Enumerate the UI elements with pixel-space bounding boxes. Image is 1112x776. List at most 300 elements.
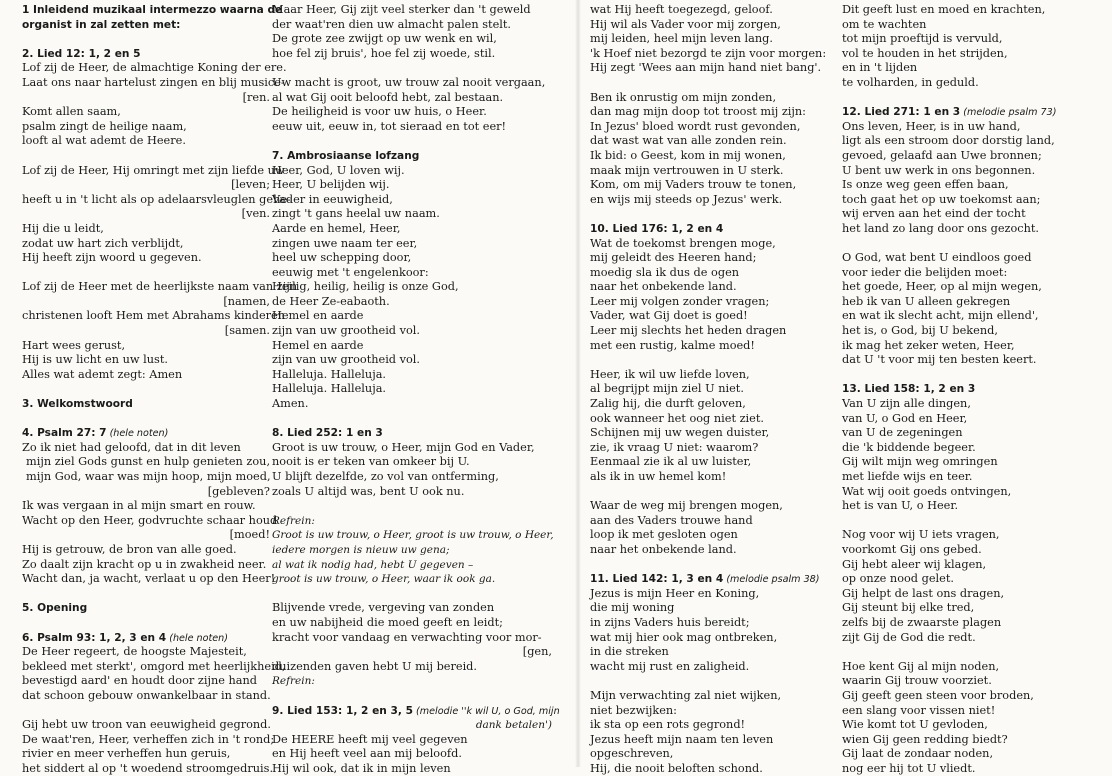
text-line	[22, 309, 286, 324]
line-text: [leven;	[231, 178, 270, 192]
line-text: [gen,	[522, 645, 552, 659]
line-text: Is onze weg geen effen baan,	[842, 178, 1009, 192]
line-text: Hij is uw licht en uw lust.	[22, 353, 168, 367]
line-text: bevestigd aard' en houdt door zijne hand	[22, 674, 258, 688]
text-line	[22, 163, 285, 179]
text-line	[590, 543, 830, 558]
line-text: De HEERE heeft mij veel gegeven	[272, 732, 468, 746]
text-line	[590, 382, 830, 397]
line-text: nooit is er teken van omkeer bij U.	[272, 455, 470, 469]
line-text: Gij hebt aleer wij klagen,	[842, 557, 987, 571]
text-line	[272, 470, 552, 485]
line-text: 8. Lied 252: 1 en 3	[272, 427, 383, 440]
text-line	[272, 295, 552, 310]
text-line	[22, 251, 270, 266]
blank-line	[272, 412, 552, 427]
text-line	[842, 61, 1098, 76]
line-text: dan mag mijn doop tot troost mij zijn:	[590, 105, 806, 119]
line-text: De grote zee zwijgt op uw wenk en wil,	[272, 32, 497, 46]
section-heading	[272, 149, 552, 164]
line-text: mijn ziel Gods gunst en hulp genieten zou,	[26, 455, 271, 469]
text-line	[590, 733, 830, 748]
text-line	[590, 412, 830, 427]
text-line	[590, 704, 830, 719]
text-line	[590, 178, 830, 193]
text-line	[590, 689, 830, 704]
text-line	[842, 470, 1098, 485]
blank-line	[22, 616, 270, 631]
blank-line	[272, 134, 552, 149]
text-line	[590, 237, 830, 252]
line-text: al wat ik nodig had, hebt U gegeven –	[272, 558, 474, 571]
line-text: Zalig hij, die durft geloven,	[590, 397, 746, 411]
line-text: Gij helpt de last ons dragen,	[842, 586, 1005, 600]
line-text: Heer, U belijden wij.	[272, 178, 390, 192]
text-line	[842, 616, 1098, 631]
line-text: voor ieder die belijden moet:	[842, 265, 1008, 279]
text-line	[272, 660, 552, 675]
line-text: het goede, Heer, op al mijn wegen,	[842, 280, 1042, 294]
line-text: 6. Psalm 93: 1, 2, 3 en 4	[22, 631, 167, 644]
text-line	[22, 689, 270, 704]
line-text: Leer mij slechts het heden dragen	[590, 324, 787, 338]
text-line	[842, 309, 1098, 324]
blank-line	[590, 485, 830, 500]
line-text: naar het onbekende land.	[590, 280, 737, 294]
line-text: Lof zij de Heer, Hij omringt met zijn liefde uw	[22, 163, 285, 177]
text-line	[22, 485, 270, 500]
text-line	[590, 3, 830, 18]
line-text: in zijns Vaders huis bereidt;	[590, 615, 750, 629]
text-line	[590, 120, 830, 135]
text-line	[590, 601, 830, 616]
line-text: U blijft dezelfde, zo vol van ontferming,	[272, 470, 499, 483]
text-line	[272, 193, 552, 208]
line-text: waarin Gij trouw voorziet.	[842, 674, 992, 688]
line-text: organist in zal zetten met:	[22, 18, 181, 31]
text-line	[842, 164, 1098, 179]
line-text: het land zo lang door ons gezocht.	[842, 221, 1040, 235]
line-text: van U de zegeningen	[842, 426, 963, 440]
text-line	[22, 499, 270, 514]
line-text: Gij hebt uw troon van eeuwigheid gegrond.	[22, 718, 271, 732]
text-line	[590, 47, 830, 62]
line-text: Wacht dan, ja wacht, verlaat u op den Heer!	[22, 572, 276, 586]
line-text: De heiligheid is voor uw huis, o Heer.	[272, 105, 487, 119]
line-text: Wat de toekomst brengen moge,	[590, 236, 776, 250]
text-line	[22, 75, 285, 91]
line-text: Hij wil ook, dat ik in mijn leven	[272, 761, 451, 775]
line-text: Jezus heeft mijn naam ten leven	[590, 732, 774, 746]
text-line	[590, 747, 830, 762]
section-heading	[22, 601, 270, 616]
line-text: vol te houden in het strijden,	[842, 46, 1008, 60]
line-text: christenen looft Hem met Abrahams kinderen	[22, 309, 286, 323]
line-text: Maar Heer, Gij zijt veel sterker dan 't geweld	[272, 3, 531, 16]
line-text: Ben ik onrustig om mijn zonden,	[590, 90, 777, 104]
text-line	[272, 762, 552, 776]
text-line	[272, 32, 552, 47]
text-line	[590, 616, 830, 631]
line-text: en in 't lijden	[842, 61, 918, 75]
line-text: Hij die u leidt,	[22, 221, 104, 235]
line-text: iedere morgen is nieuw uw gena;	[272, 543, 450, 556]
line-text: hoe fel zij bruis', hoe fel zij woede, stil.	[272, 46, 496, 60]
line-text: 1 Inleidend muzikaal intermezzo waarna de	[22, 4, 283, 16]
line-text: heeft u in 't licht als op adelaarsvleuglen gehe-	[22, 192, 291, 206]
line-text: In Jezus' bloed wordt rust gevonden,	[590, 119, 801, 133]
text-line	[842, 76, 1098, 91]
blank-line	[272, 499, 552, 514]
text-line	[842, 441, 1098, 456]
text-line	[842, 572, 1098, 587]
text-line	[22, 237, 270, 252]
line-text: die 'k biddende begeer.	[842, 440, 976, 454]
line-text: wien Gij geen redding biedt?	[842, 732, 1008, 746]
blank-line	[22, 382, 270, 397]
line-text: met liefde wijs en teer.	[842, 470, 973, 483]
line-text: als ik in uw hemel kom!	[590, 470, 727, 483]
text-line	[22, 134, 270, 149]
text-line	[842, 733, 1098, 748]
text-line	[842, 631, 1098, 646]
line-text: Hoe kent Gij al mijn noden,	[842, 659, 1000, 673]
text-line	[590, 251, 830, 266]
text-line	[272, 601, 552, 616]
melody-note: (hele noten)	[106, 428, 169, 440]
section-heading	[272, 426, 552, 441]
text-line	[22, 295, 270, 310]
blank-line	[842, 368, 1098, 383]
line-text: Schijnen mij uw wegen duister,	[590, 426, 770, 440]
text-line	[842, 499, 1098, 514]
blank-line	[22, 32, 270, 47]
melody-note: (melodie psalm 73)	[960, 107, 1057, 119]
line-text: de Heer Ze-eabaoth.	[272, 294, 390, 308]
text-line	[842, 18, 1098, 33]
section-heading	[22, 47, 270, 62]
text-line	[22, 178, 270, 193]
text-line	[590, 266, 830, 281]
line-text: Heer, God, U loven wij.	[272, 163, 405, 177]
line-text: bekleed met sterkt', omgord met heerlijkheid,	[22, 659, 286, 673]
line-text: zie, ik vraag U niet: waarom?	[590, 440, 759, 454]
text-line	[272, 397, 552, 412]
line-text: ik sta op een rots gegrond!	[590, 718, 746, 732]
text-line	[590, 193, 830, 208]
text-line	[590, 762, 830, 776]
text-line	[590, 149, 830, 164]
text-line	[272, 47, 552, 62]
section-heading	[22, 426, 270, 441]
blank-line	[272, 61, 552, 76]
text-line	[272, 368, 552, 383]
text-line	[590, 514, 830, 529]
text-line	[272, 514, 552, 529]
line-text: Waar de weg mij brengen mogen,	[590, 499, 783, 513]
line-text: U bent uw werk in ons begonnen.	[842, 163, 1036, 177]
column-2	[272, 3, 560, 776]
text-line	[842, 660, 1098, 675]
text-line	[590, 134, 830, 149]
text-line	[22, 528, 270, 543]
text-line	[22, 543, 270, 558]
line-text: mij leiden, heel mijn leven lang.	[590, 32, 773, 46]
blank-line	[590, 353, 830, 368]
text-line	[22, 120, 270, 135]
text-line	[842, 455, 1098, 470]
line-text: wacht mij rust en zaligheid.	[590, 659, 750, 673]
line-text: wat Hij heeft toegezegd, geloof.	[590, 3, 773, 16]
line-text: zoals U altijd was, bent U ook nu.	[272, 484, 465, 498]
line-text: ligt als een stroom door dorstig land,	[842, 134, 1055, 148]
line-text: Hij heeft zijn woord u gegeven.	[22, 251, 202, 265]
text-line	[22, 61, 287, 76]
text-line	[22, 659, 286, 675]
line-text: maak mijn vertrouwen in U sterk.	[590, 163, 784, 177]
column-4	[842, 3, 1098, 776]
line-text: een slang voor vissen niet!	[842, 703, 996, 717]
line-text: voorkomt Gij ons gebed.	[842, 542, 982, 556]
text-line	[22, 105, 270, 120]
line-text: Refrein:	[272, 514, 315, 527]
line-text: nog eer hij tot U vliedt.	[842, 761, 976, 775]
line-text: tot mijn proeftijd is vervuld,	[842, 32, 1003, 46]
text-line	[842, 120, 1098, 135]
text-line	[22, 339, 270, 354]
line-text: dat U 't voor mij ten besten keert.	[842, 353, 1037, 367]
line-text: kracht voor vandaag en verwachting voor mor-	[272, 630, 542, 644]
line-text: groot is uw trouw, o Heer, waar ik ook ga.	[272, 573, 496, 586]
line-text: Ik bid: o Geest, kom in mij wonen,	[590, 148, 786, 162]
text-line	[842, 543, 1098, 558]
section-heading	[272, 704, 560, 719]
line-text: niet bezwijken:	[590, 703, 677, 717]
blank-line	[842, 645, 1098, 660]
text-line	[590, 426, 830, 441]
line-text: Leer mij volgen zonder vragen;	[590, 294, 770, 308]
line-text: Alles wat ademt zegt: Amen	[22, 367, 183, 381]
text-line	[842, 601, 1098, 616]
text-line	[272, 543, 552, 558]
section-heading	[590, 572, 830, 587]
line-text: 7. Ambrosiaanse lofzang	[272, 149, 420, 162]
text-line	[842, 412, 1098, 427]
line-text: al begrijpt mijn ziel U niet.	[590, 382, 744, 396]
text-line	[22, 91, 270, 106]
line-text: Hemel en aarde	[272, 309, 364, 323]
text-line	[842, 528, 1098, 543]
blank-line	[272, 689, 552, 704]
text-line	[272, 324, 552, 339]
line-text: om te wachten	[842, 17, 927, 31]
text-line	[842, 689, 1098, 704]
line-text: zodat uw hart zich verblijdt,	[22, 236, 184, 250]
line-text: Wie komt tot U gevloden,	[842, 718, 988, 732]
line-text: Zo daalt zijn kracht op u in zwakheid neer.	[22, 557, 267, 571]
line-text: Eenmaal zie ik al uw luister,	[590, 455, 752, 469]
line-text: dank betalen')	[475, 719, 552, 732]
text-line	[22, 558, 270, 573]
line-text: en wijs mij steeds op Jezus' werk.	[590, 192, 783, 206]
line-text: zingt 't gans heelal uw naam.	[272, 207, 440, 221]
text-line	[272, 674, 552, 689]
line-text: en uw nabijheid die moed geeft en leidt;	[272, 615, 503, 629]
blank-line	[22, 266, 270, 281]
text-line	[842, 280, 1098, 295]
melody-note: (melodie psalm 38)	[723, 574, 820, 586]
blank-line	[842, 91, 1098, 106]
text-line	[272, 309, 552, 324]
text-line	[590, 470, 830, 485]
text-line	[842, 353, 1098, 368]
text-line	[22, 732, 275, 748]
text-line	[842, 747, 1098, 762]
line-text: psalm zingt de heilige naam,	[22, 119, 187, 133]
line-text: Gij steunt bij elke tred,	[842, 601, 975, 615]
line-text: 'k Hoef niet bezorgd te zijn voor morgen:	[590, 46, 827, 60]
text-line	[22, 192, 291, 208]
line-text: mij geleidt des Heeren hand;	[590, 251, 757, 265]
text-line	[272, 237, 552, 252]
text-line	[272, 382, 552, 397]
line-text: Halleluja. Halleluja.	[272, 382, 387, 396]
line-text: Lof zij de Heer met de heerlijkste naam van zijn	[22, 280, 298, 294]
line-text: Vader, wat Gij doet is goed!	[590, 309, 748, 323]
text-line	[842, 587, 1098, 602]
text-line	[272, 178, 552, 193]
line-text: Laat ons naar hartelust zingen en blij musice-	[22, 75, 285, 89]
line-text: Hemel en aarde	[272, 338, 364, 352]
blank-line	[842, 514, 1098, 529]
line-text: Hij zegt 'Wees aan mijn hand niet bang'.	[590, 61, 822, 75]
line-text: Wat wij ooit goeds ontvingen,	[842, 484, 1012, 498]
text-line	[272, 718, 552, 733]
text-line	[272, 251, 552, 266]
text-line	[842, 718, 1098, 733]
line-text: wat mij hier ook mag ontbreken,	[590, 630, 778, 644]
text-line	[590, 397, 830, 412]
text-line	[272, 733, 552, 748]
line-text: Zo ik niet had geloofd, dat in dit leven	[22, 440, 241, 454]
line-text: al wat Gij ooit beloofd hebt, zal bestaan.	[272, 90, 504, 104]
section-heading	[842, 105, 1098, 120]
line-text: Ik was vergaan in al mijn smart en rouw.	[22, 499, 256, 513]
section-heading	[22, 631, 270, 646]
blank-line	[22, 412, 270, 427]
text-line	[842, 134, 1098, 149]
text-line	[842, 3, 1098, 18]
section-heading	[22, 3, 283, 18]
line-text: Heilig, heilig, heilig is onze God,	[272, 280, 459, 294]
line-text: [moed!	[229, 528, 270, 542]
line-text: opgeschreven,	[590, 747, 674, 761]
line-text: duizenden gaven hebt U mij bereid.	[272, 659, 478, 673]
text-line	[22, 207, 270, 222]
line-text: Hij, die nooit beloften schond.	[590, 761, 763, 775]
line-text: aan des Vaders trouwe hand	[590, 513, 753, 527]
line-text: Nog voor wij U iets vragen,	[842, 528, 1000, 542]
text-line	[842, 426, 1098, 441]
line-text: die mij woning	[590, 601, 675, 615]
line-text: Dit geeft lust en moed en krachten,	[842, 3, 1046, 16]
line-text: zelfs bij de zwaarste plagen	[842, 615, 1002, 629]
text-line	[842, 762, 1098, 776]
text-line	[842, 193, 1098, 208]
text-line	[590, 61, 830, 76]
line-text: 11. Lied 142: 1, 3 en 4	[590, 573, 724, 586]
line-text: [ven.	[241, 207, 270, 221]
line-text: looft al wat ademt de Heere.	[22, 134, 186, 148]
line-text: Amen.	[272, 397, 309, 411]
line-text: 4. Psalm 27: 7	[22, 427, 107, 440]
line-text: heb ik van U alleen gekregen	[842, 294, 1011, 308]
text-line	[590, 280, 830, 295]
text-line	[272, 485, 552, 500]
text-line	[842, 674, 1098, 689]
text-line	[22, 747, 270, 762]
line-text: Uw macht is groot, uw trouw zal nooit vergaan,	[272, 75, 546, 89]
line-text: Groot is uw trouw, o Heer, groot is uw trouw, o Heer,	[272, 529, 554, 542]
line-text: Halleluja. Halleluja.	[272, 367, 387, 381]
line-text: 5. Opening	[22, 602, 88, 615]
text-line	[22, 441, 270, 456]
text-line	[272, 3, 552, 18]
text-line	[272, 747, 552, 762]
blank-line	[590, 674, 830, 689]
line-text: zijt Gij de God die redt.	[842, 630, 976, 644]
line-text: Refrein:	[272, 675, 315, 688]
blank-line	[590, 76, 830, 91]
line-text: Hart wees gerust,	[22, 338, 126, 352]
text-line	[22, 674, 270, 689]
text-line	[272, 222, 552, 237]
text-line	[272, 441, 552, 456]
line-text: 10. Lied 176: 1, 2 en 4	[590, 222, 724, 235]
line-text: rivier en meer verheffen hun geruis,	[22, 747, 231, 761]
text-line	[590, 32, 830, 47]
line-text: zingen uwe naam ter eer,	[272, 236, 418, 250]
text-line	[22, 513, 278, 529]
text-line	[842, 485, 1098, 500]
blank-line	[842, 237, 1098, 252]
text-line	[22, 222, 270, 237]
line-text: Gij laat de zondaar noden,	[842, 747, 994, 761]
line-text: mijn God, waar was mijn hoop, mijn moed,	[26, 470, 271, 483]
text-line	[22, 761, 274, 776]
text-line	[272, 164, 552, 179]
text-line	[272, 616, 552, 631]
line-text: Gij geeft geen steen voor broden,	[842, 688, 1034, 702]
text-line	[842, 324, 1098, 339]
text-line	[22, 280, 298, 295]
text-line	[272, 105, 552, 120]
line-text: ook wanneer het oog niet ziet.	[590, 411, 764, 425]
text-line	[272, 631, 552, 646]
page-fold	[575, 0, 581, 767]
text-line	[590, 587, 830, 602]
line-text: Gij wilt mijn weg omringen	[842, 455, 998, 469]
line-text: 13. Lied 158: 1, 2 en 3	[842, 383, 976, 396]
text-line	[272, 120, 552, 135]
line-text: Groot is uw trouw, o Heer, mijn God en Vader,	[272, 440, 535, 454]
text-line	[842, 339, 1098, 354]
text-line	[842, 32, 1098, 47]
text-line	[842, 149, 1098, 164]
line-text: en wat ik slecht acht, mijn ellend',	[842, 309, 1039, 323]
line-text: [namen,	[223, 294, 270, 308]
line-text: O God, wat bent U eindloos goed	[842, 251, 1032, 265]
